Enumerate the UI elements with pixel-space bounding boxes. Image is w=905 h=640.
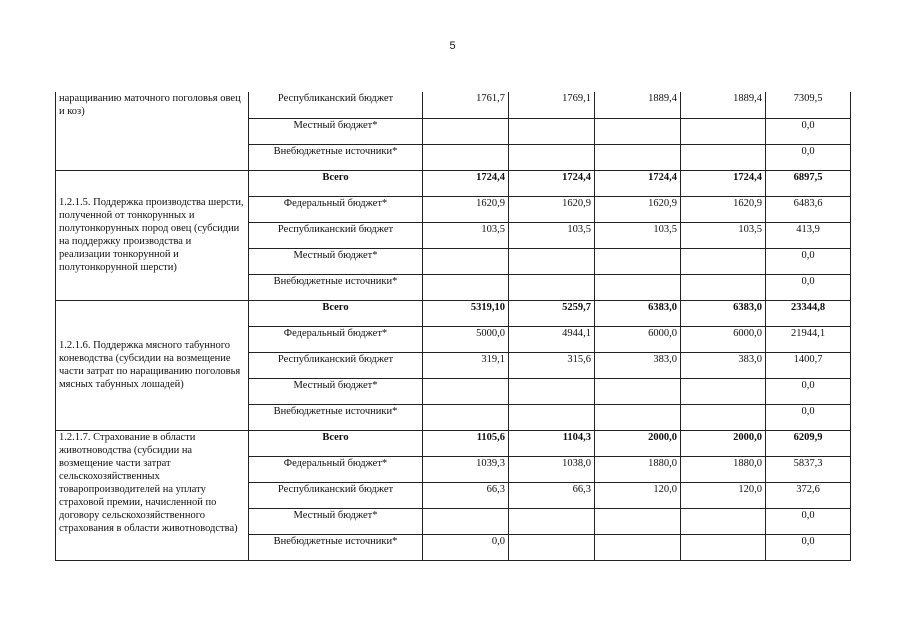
funding-source: Местный бюджет* bbox=[249, 248, 423, 274]
total-value: 0,0 bbox=[766, 248, 851, 274]
year-value-3: 1880,0 bbox=[595, 456, 681, 482]
funding-source: Внебюджетные источники* bbox=[249, 144, 423, 170]
year-value-3: 120,0 bbox=[595, 482, 681, 508]
year-value-1 bbox=[423, 274, 509, 300]
year-value-2 bbox=[509, 404, 595, 430]
year-value-2 bbox=[509, 248, 595, 274]
year-value-1 bbox=[423, 378, 509, 404]
year-value-3: 383,0 bbox=[595, 352, 681, 378]
year-value-3: 2000,0 bbox=[595, 430, 681, 456]
year-value-4: 6383,0 bbox=[681, 300, 766, 326]
year-value-4: 1880,0 bbox=[681, 456, 766, 482]
year-value-1: 103,5 bbox=[423, 222, 509, 248]
year-value-1: 1620,9 bbox=[423, 196, 509, 222]
year-value-1: 1761,7 bbox=[423, 92, 509, 118]
year-value-2 bbox=[509, 508, 595, 534]
year-value-4 bbox=[681, 248, 766, 274]
funding-source: Федеральный бюджет* bbox=[249, 196, 423, 222]
measure-description: 1.2.1.7. Страхование в области животноводства (субсидии на возмещение части затрат сельскохозяйственных товаропроизводителей на уплату страховой премии, начисленной по договору сельскохозяйственного страхования в области животноводства) bbox=[56, 430, 249, 560]
year-value-1: 66,3 bbox=[423, 482, 509, 508]
year-value-4: 1724,4 bbox=[681, 170, 766, 196]
year-value-4: 120,0 bbox=[681, 482, 766, 508]
total-value: 413,9 bbox=[766, 222, 851, 248]
table-row bbox=[56, 430, 851, 456]
year-value-4: 1620,9 bbox=[681, 196, 766, 222]
funding-source: Всего bbox=[249, 430, 423, 456]
total-value: 372,6 bbox=[766, 482, 851, 508]
measure-description: наращиванию маточного поголовья овец и коз) bbox=[56, 92, 249, 170]
total-value: 0,0 bbox=[766, 144, 851, 170]
year-value-3: 6000,0 bbox=[595, 326, 681, 352]
total-value: 6209,9 bbox=[766, 430, 851, 456]
funding-source: Федеральный бюджет* bbox=[249, 456, 423, 482]
total-value: 5837,3 bbox=[766, 456, 851, 482]
year-value-2 bbox=[509, 534, 595, 560]
total-value: 6483,6 bbox=[766, 196, 851, 222]
year-value-4: 6000,0 bbox=[681, 326, 766, 352]
funding-source: Республиканский бюджет bbox=[249, 352, 423, 378]
funding-source: Всего bbox=[249, 300, 423, 326]
year-value-3 bbox=[595, 144, 681, 170]
year-value-2: 315,6 bbox=[509, 352, 595, 378]
year-value-2: 1038,0 bbox=[509, 456, 595, 482]
year-value-2 bbox=[509, 144, 595, 170]
total-value: 0,0 bbox=[766, 404, 851, 430]
page-number: 5 bbox=[449, 40, 456, 52]
year-value-1: 0,0 bbox=[423, 534, 509, 560]
year-value-3 bbox=[595, 508, 681, 534]
funding-source: Местный бюджет* bbox=[249, 118, 423, 144]
funding-source: Внебюджетные источники* bbox=[249, 534, 423, 560]
year-value-3 bbox=[595, 274, 681, 300]
year-value-1: 1039,3 bbox=[423, 456, 509, 482]
total-value: 23344,8 bbox=[766, 300, 851, 326]
year-value-1: 5000,0 bbox=[423, 326, 509, 352]
year-value-2: 4944,1 bbox=[509, 326, 595, 352]
year-value-1 bbox=[423, 404, 509, 430]
measure-description: 1.2.1.5. Поддержка производства шерсти, полученной от тонкорунных и полутонкорунных пород овец (субсидии на поддержку производства и реализации тонкорунной и полутонкорунной шерсти) bbox=[56, 170, 249, 300]
funding-source: Республиканский бюджет bbox=[249, 482, 423, 508]
year-value-2: 66,3 bbox=[509, 482, 595, 508]
funding-source: Местный бюджет* bbox=[249, 508, 423, 534]
year-value-1 bbox=[423, 144, 509, 170]
table-row bbox=[56, 300, 851, 326]
year-value-3: 1620,9 bbox=[595, 196, 681, 222]
funding-source: Внебюджетные источники* bbox=[249, 274, 423, 300]
total-value: 21944,1 bbox=[766, 326, 851, 352]
year-value-3 bbox=[595, 534, 681, 560]
total-value: 0,0 bbox=[766, 274, 851, 300]
year-value-3 bbox=[595, 118, 681, 144]
year-value-4: 383,0 bbox=[681, 352, 766, 378]
year-value-2: 1620,9 bbox=[509, 196, 595, 222]
year-value-4 bbox=[681, 118, 766, 144]
year-value-3 bbox=[595, 404, 681, 430]
year-value-2 bbox=[509, 378, 595, 404]
year-value-1: 1105,6 bbox=[423, 430, 509, 456]
year-value-2: 1769,1 bbox=[509, 92, 595, 118]
year-value-4: 103,5 bbox=[681, 222, 766, 248]
funding-source: Местный бюджет* bbox=[249, 378, 423, 404]
year-value-4 bbox=[681, 534, 766, 560]
year-value-4: 1889,4 bbox=[681, 92, 766, 118]
year-value-4 bbox=[681, 404, 766, 430]
funding-source: Внебюджетные источники* bbox=[249, 404, 423, 430]
year-value-1: 1724,4 bbox=[423, 170, 509, 196]
year-value-1 bbox=[423, 508, 509, 534]
year-value-4 bbox=[681, 508, 766, 534]
year-value-1 bbox=[423, 248, 509, 274]
year-value-2: 5259,7 bbox=[509, 300, 595, 326]
budget-table bbox=[55, 92, 851, 561]
funding-source: Федеральный бюджет* bbox=[249, 326, 423, 352]
year-value-1: 5319,10 bbox=[423, 300, 509, 326]
year-value-4 bbox=[681, 274, 766, 300]
year-value-4 bbox=[681, 144, 766, 170]
year-value-3: 103,5 bbox=[595, 222, 681, 248]
total-value: 0,0 bbox=[766, 508, 851, 534]
total-value: 7309,5 bbox=[766, 92, 851, 118]
year-value-2 bbox=[509, 118, 595, 144]
year-value-4: 2000,0 bbox=[681, 430, 766, 456]
funding-source: Всего bbox=[249, 170, 423, 196]
table-row bbox=[56, 170, 851, 196]
year-value-2: 1724,4 bbox=[509, 170, 595, 196]
year-value-2: 1104,3 bbox=[509, 430, 595, 456]
total-value: 0,0 bbox=[766, 378, 851, 404]
funding-source: Республиканский бюджет bbox=[249, 92, 423, 118]
funding-source: Республиканский бюджет bbox=[249, 222, 423, 248]
total-value: 0,0 bbox=[766, 534, 851, 560]
year-value-3: 6383,0 bbox=[595, 300, 681, 326]
measure-description: 1.2.1.6. Поддержка мясного табунного коневодства (субсидии на возмещение части затрат по наращиванию поголовья мясных табунных лошадей) bbox=[56, 300, 249, 430]
year-value-1 bbox=[423, 118, 509, 144]
year-value-3 bbox=[595, 248, 681, 274]
year-value-3: 1889,4 bbox=[595, 92, 681, 118]
year-value-3: 1724,4 bbox=[595, 170, 681, 196]
total-value: 6897,5 bbox=[766, 170, 851, 196]
year-value-4 bbox=[681, 378, 766, 404]
year-value-3 bbox=[595, 378, 681, 404]
total-value: 0,0 bbox=[766, 118, 851, 144]
total-value: 1400,7 bbox=[766, 352, 851, 378]
table-row bbox=[56, 92, 851, 118]
year-value-1: 319,1 bbox=[423, 352, 509, 378]
year-value-2 bbox=[509, 274, 595, 300]
year-value-2: 103,5 bbox=[509, 222, 595, 248]
